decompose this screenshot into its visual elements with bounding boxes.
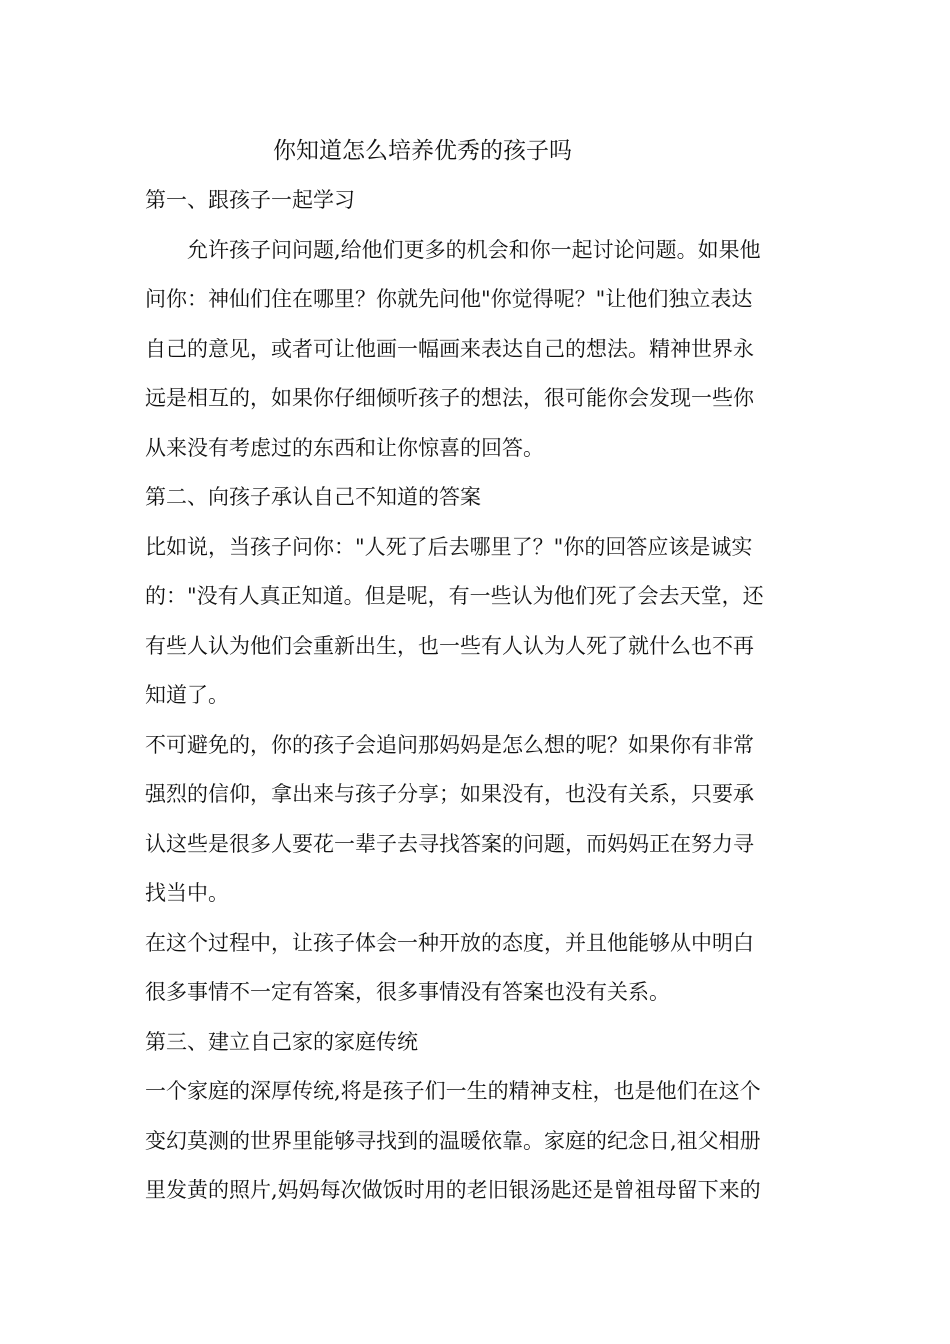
page-title: 你知道怎么培养优秀的孩子吗 xyxy=(273,138,572,164)
paragraph-line: 认这些是很多人要花一辈子去寻找答案的问题，而妈妈正在努力寻 xyxy=(145,831,754,856)
paragraph-line: 的："没有人真正知道。但是呢，有一些认为他们死了会去天堂，还 xyxy=(145,584,764,608)
paragraph-line: 远是相互的，如果你仔细倾听孩子的想法，很可能你会发现一些你 xyxy=(145,386,754,410)
paragraph-line: 强烈的信仰，拿出来与孩子分享；如果没有，也没有关系，只要承 xyxy=(145,782,754,806)
paragraph-line: 知道了。 xyxy=(145,683,229,707)
paragraph-line: 变幻莫测的世界里能够寻找到的温暖依靠。家庭的纪念日,祖父相册 xyxy=(145,1128,761,1153)
paragraph-line: 一个家庭的深厚传统,将是孩子们一生的精神支柱，也是他们在这个 xyxy=(145,1079,761,1103)
section-heading-2: 第二、向孩子承认自己不知道的答案 xyxy=(145,485,481,509)
paragraph-line: 在这个过程中，让孩子体会一种开放的态度，并且他能够从中明白 xyxy=(145,930,754,955)
paragraph-line: 比如说，当孩子问你："人死了后去哪里了？"你的回答应该是诚实 xyxy=(145,534,753,559)
paragraph-line: 自己的意见，或者可让他画一幅画来表达自己的想法。精神世界永 xyxy=(145,336,754,361)
paragraph-line: 允许孩子问问题,给他们更多的机会和你一起讨论问题。如果他 xyxy=(187,237,761,262)
document-body xyxy=(145,127,810,1216)
paragraph-line: 不可避免的，你的孩子会追问那妈妈是怎么想的呢？如果你有非常 xyxy=(145,732,754,757)
paragraph-line: 找当中。 xyxy=(145,881,229,905)
paragraph-line: 很多事情不一定有答案，很多事情没有答案也没有关系。 xyxy=(145,980,670,1004)
section-heading-1: 第一、跟孩子一起学习 xyxy=(145,188,355,212)
paragraph-line: 问你：神仙们住在哪里？你就先问他"你觉得呢？"让他们独立表达 xyxy=(145,287,753,311)
paragraph-line: 有些人认为他们会重新出生，也一些有人认为人死了就什么也不再 xyxy=(145,633,754,658)
paragraph-line: 里发黄的照片,妈妈每次做饭时用的老旧银汤匙还是曾祖母留下来的 xyxy=(145,1178,761,1202)
paragraph-line: 从来没有考虑过的东西和让你惊喜的回答。 xyxy=(145,435,544,460)
section-heading-3: 第三、建立自己家的家庭传统 xyxy=(145,1029,418,1054)
